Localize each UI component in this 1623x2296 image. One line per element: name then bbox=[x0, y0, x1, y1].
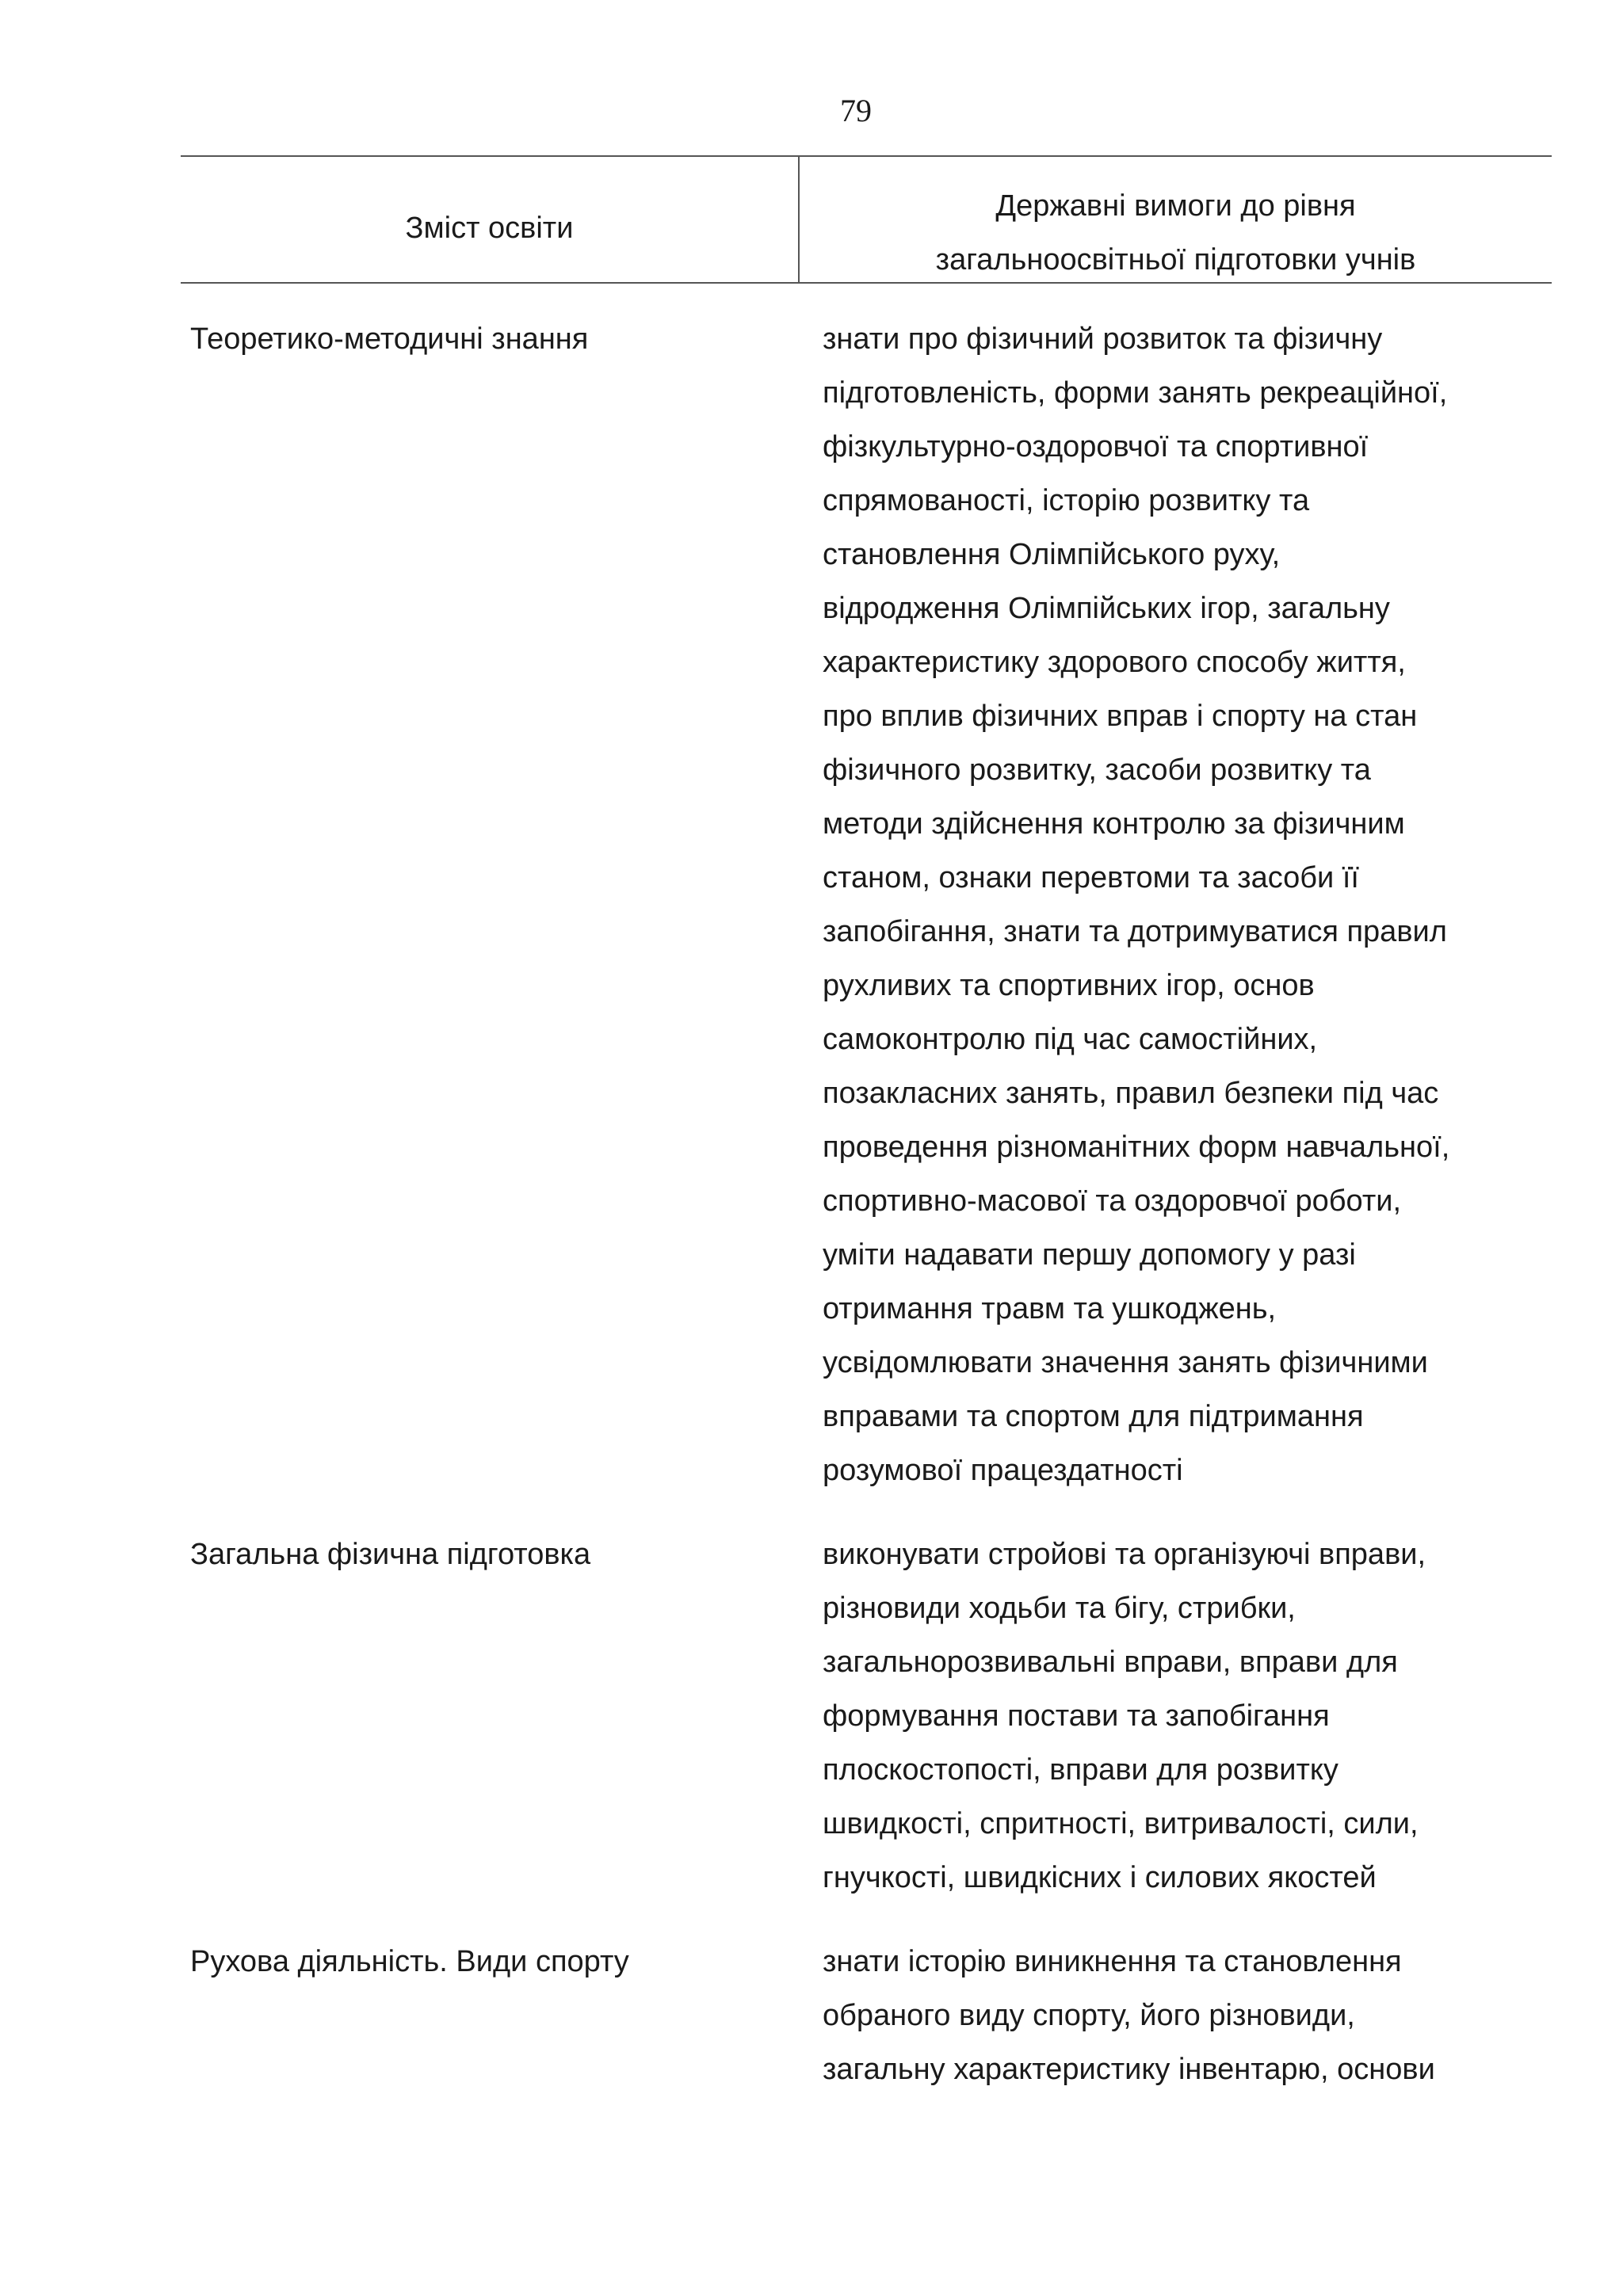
requirement-line: швидкості, спритності, витривалості, сили, bbox=[823, 1807, 1419, 1840]
requirement-line: усвідомлювати значення занять фізичними bbox=[823, 1346, 1428, 1379]
requirement-line: різновиди ходьби та бігу, стрибки, bbox=[823, 1592, 1296, 1625]
requirement-line: самоконтролю під час самостійних, bbox=[823, 1023, 1318, 1056]
requirement-line: про вплив фізичних вправ і спорту на стан bbox=[823, 700, 1418, 733]
requirement-line: позакласних занять, правил безпеки під час bbox=[823, 1077, 1439, 1110]
requirement-line: спрямованості, історію розвитку та bbox=[823, 484, 1310, 517]
requirement-line: рухливих та спортивних ігор, основ bbox=[823, 969, 1315, 1002]
requirements-cell bbox=[798, 1527, 1552, 1905]
header-content-column: Зміст освіти bbox=[405, 212, 574, 245]
table-row bbox=[181, 1935, 1552, 2096]
content-cell: Рухова діяльність. Види спорту bbox=[190, 1945, 629, 1978]
requirement-line: плоскостопості, вправи для розвитку bbox=[823, 1753, 1338, 1787]
requirement-line: фізичного розвитку, засоби розвитку та bbox=[823, 753, 1371, 787]
requirement-line: спортивно-масової та оздоровчої роботи, bbox=[823, 1184, 1402, 1218]
content-cell: Теоретико-методичні знання bbox=[190, 322, 589, 356]
requirement-line: уміти надавати першу допомогу у разі bbox=[823, 1238, 1356, 1272]
requirement-line: гнучкості, швидкісних і силових якостей bbox=[823, 1861, 1377, 1894]
requirements-cell bbox=[798, 1935, 1552, 2096]
table-row bbox=[181, 1527, 1552, 1905]
requirements-cell bbox=[798, 312, 1552, 1497]
requirement-line: методи здійснення контролю за фізичним bbox=[823, 807, 1405, 841]
page-number: 79 bbox=[840, 93, 872, 128]
requirement-line: станом, ознаки перевтоми та засоби її bbox=[823, 861, 1359, 894]
requirement-line: запобігання, знати та дотримуватися правил bbox=[823, 915, 1447, 948]
requirement-line: знати про фізичний розвиток та фізичну bbox=[823, 322, 1383, 356]
requirement-line: знати історію виникнення та становлення bbox=[823, 1945, 1402, 1978]
header-requirements-line: Державні вимоги до рівня bbox=[995, 189, 1356, 223]
requirement-line: формування постави та запобігання bbox=[823, 1699, 1330, 1733]
table-row bbox=[181, 312, 1552, 1497]
requirement-line: характеристику здорового способу життя, bbox=[823, 646, 1406, 679]
requirement-line: обраного виду спорту, його різновиди, bbox=[823, 1999, 1355, 2032]
header-requirements-column bbox=[800, 179, 1552, 287]
requirement-line: відродження Олімпійських ігор, загальну bbox=[823, 592, 1390, 625]
content-cell: Загальна фізична підготовка bbox=[190, 1538, 591, 1571]
requirement-line: отримання травм та ушкоджень, bbox=[823, 1292, 1277, 1325]
header-requirements-line: загальноосвітньої підготовки учнів bbox=[935, 243, 1416, 277]
table-header bbox=[181, 155, 1552, 284]
requirement-line: загальнорозвивальні вправи, вправи для bbox=[823, 1646, 1398, 1679]
requirement-line: фізкультурно-оздоровчої та спортивної bbox=[823, 430, 1369, 463]
requirement-line: розумової працездатності bbox=[823, 1454, 1183, 1487]
requirement-line: підготовленість, форми занять рекреаційної, bbox=[823, 376, 1448, 410]
requirements-table bbox=[181, 155, 1552, 2096]
requirement-line: проведення різноманітних форм навчальної, bbox=[823, 1131, 1450, 1164]
requirement-line: вправами та спортом для підтримання bbox=[823, 1400, 1364, 1433]
requirement-line: становлення Олімпійського руху, bbox=[823, 538, 1281, 571]
requirement-line: загальну характеристику інвентарю, основи bbox=[823, 2053, 1435, 2086]
requirement-line: виконувати стройові та організуючі вправи, bbox=[823, 1538, 1426, 1571]
